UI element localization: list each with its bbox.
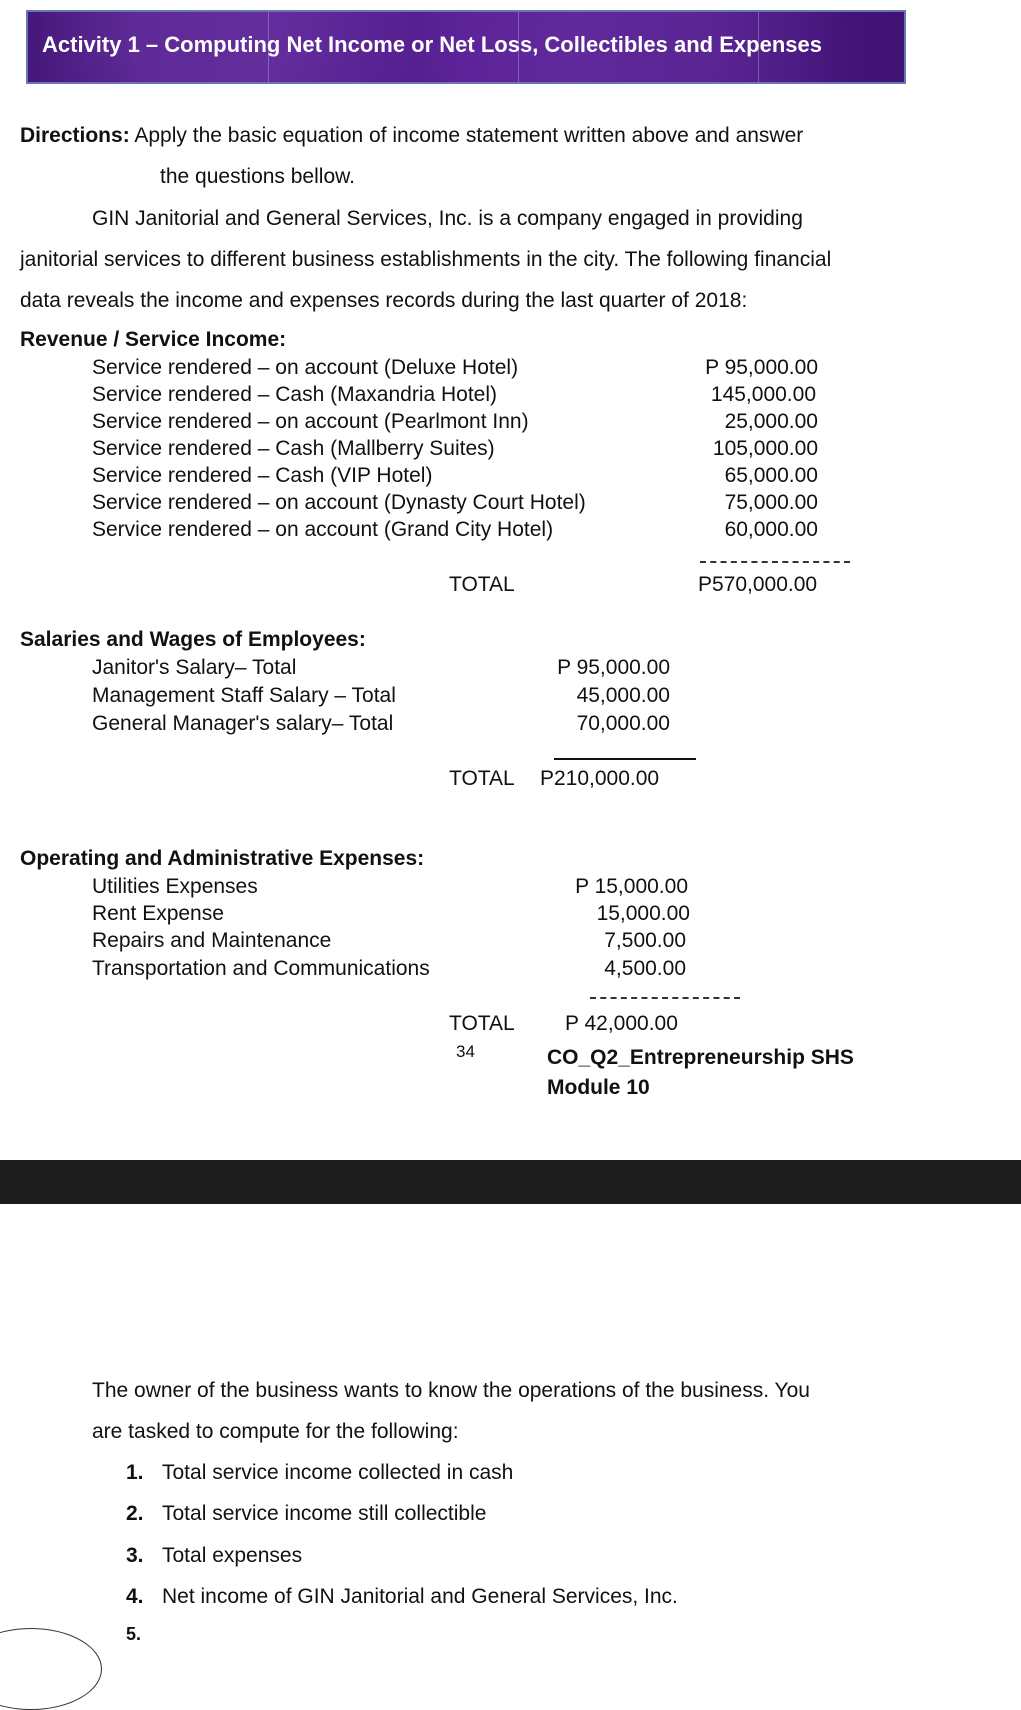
decorative-circle — [0, 1628, 102, 1710]
intro-line-2: janitorial services to different business establishments in the city. The following financial — [20, 248, 832, 271]
revenue-label: Service rendered – on account (Dynasty Court Hotel) — [92, 491, 586, 514]
operating-label: Rent Expense — [92, 902, 224, 925]
revenue-label: Service rendered – on account (Pearlmont Inn) — [92, 410, 529, 433]
operating-total-amount: P 42,000.00 — [565, 1012, 678, 1035]
operating-amount: 7,500.00 — [604, 929, 686, 952]
salaries-total-label: TOTAL — [449, 767, 515, 790]
question-number: 4. — [126, 1585, 144, 1608]
revenue-amount: 60,000.00 — [724, 518, 818, 541]
question-text: Total expenses — [162, 1544, 303, 1567]
question-number: 1. — [126, 1461, 144, 1484]
revenue-heading: Revenue / Service Income: — [20, 328, 287, 351]
operating-amount: P 15,000.00 — [575, 875, 688, 898]
revenue-amount: 145,000.00 — [710, 383, 816, 406]
salaries-amount: P 95,000.00 — [557, 656, 670, 679]
questions-intro-2: are tasked to compute for the following: — [92, 1420, 459, 1443]
operating-total-label: TOTAL — [449, 1012, 515, 1035]
activity-banner — [26, 10, 906, 84]
intro-line-1: GIN Janitorial and General Services, Inc. is a company engaged in providing — [92, 207, 803, 230]
salaries-amount: 70,000.00 — [576, 712, 670, 735]
salaries-label: General Manager's salary– Total — [92, 712, 394, 735]
module-code: CO_Q2_Entrepreneurship SHS — [547, 1046, 854, 1069]
question-item-2 — [126, 1502, 486, 1526]
directions-text: Apply the basic equation of income statement written above and answer — [134, 124, 804, 147]
salaries-heading: Salaries and Wages of Employees: — [20, 628, 366, 651]
revenue-amount: P 95,000.00 — [705, 356, 818, 379]
operating-amount: 4,500.00 — [604, 957, 686, 980]
salaries-amount: 45,000.00 — [576, 684, 670, 707]
revenue-amount: 25,000.00 — [724, 410, 818, 433]
salaries-label: Management Staff Salary – Total — [92, 684, 396, 707]
directions-line-2: the questions bellow. — [160, 165, 355, 188]
operating-label: Utilities Expenses — [92, 875, 258, 898]
operating-total-rule — [590, 997, 740, 999]
question-text: Total service income collected in cash — [162, 1461, 514, 1484]
revenue-total-rule — [700, 561, 850, 563]
question-item-5 — [126, 1624, 141, 1645]
page-number: 34 — [456, 1042, 475, 1061]
page-separator-bar — [0, 1160, 1021, 1204]
question-item-1 — [126, 1461, 513, 1485]
question-item-4 — [126, 1585, 678, 1609]
salaries-total-rule — [554, 758, 696, 760]
activity-title: Activity 1 – Computing Net Income or Net Loss, Collectibles and Expenses — [42, 32, 822, 57]
module-number: Module 10 — [547, 1076, 650, 1099]
revenue-total-label: TOTAL — [449, 573, 515, 596]
question-item-3 — [126, 1544, 302, 1568]
revenue-label: Service rendered – Cash (Maxandria Hotel) — [92, 383, 498, 406]
revenue-label: Service rendered – on account (Grand City Hotel) — [92, 518, 554, 541]
revenue-amount: 75,000.00 — [724, 491, 818, 514]
intro-line-3: data reveals the income and expenses records during the last quarter of 2018: — [20, 289, 748, 312]
salaries-total-amount: P210,000.00 — [540, 767, 660, 790]
operating-label: Repairs and Maintenance — [92, 929, 332, 952]
question-number: 3. — [126, 1544, 144, 1567]
operating-amount: 15,000.00 — [596, 902, 690, 925]
directions-line-1 — [20, 124, 803, 148]
revenue-label: Service rendered – Cash (Mallberry Suites) — [92, 437, 495, 460]
question-text: Total service income still collectible — [162, 1502, 487, 1525]
question-number: 2. — [126, 1502, 144, 1525]
revenue-amount: 105,000.00 — [712, 437, 818, 460]
revenue-amount: 65,000.00 — [724, 464, 818, 487]
revenue-label: Service rendered – Cash (VIP Hotel) — [92, 464, 433, 487]
question-text: Net income of GIN Janitorial and General Services, Inc. — [162, 1585, 678, 1608]
question-number: 5. — [126, 1624, 142, 1644]
questions-intro-1: The owner of the business wants to know the operations of the business. You — [92, 1379, 810, 1402]
directions-label: Directions: — [20, 124, 130, 147]
revenue-total-amount: P570,000.00 — [698, 573, 818, 596]
operating-label: Transportation and Communications — [92, 957, 430, 980]
revenue-label: Service rendered – on account (Deluxe Hotel) — [92, 356, 519, 379]
operating-heading: Operating and Administrative Expenses: — [20, 847, 425, 870]
salaries-label: Janitor's Salary– Total — [92, 656, 297, 679]
